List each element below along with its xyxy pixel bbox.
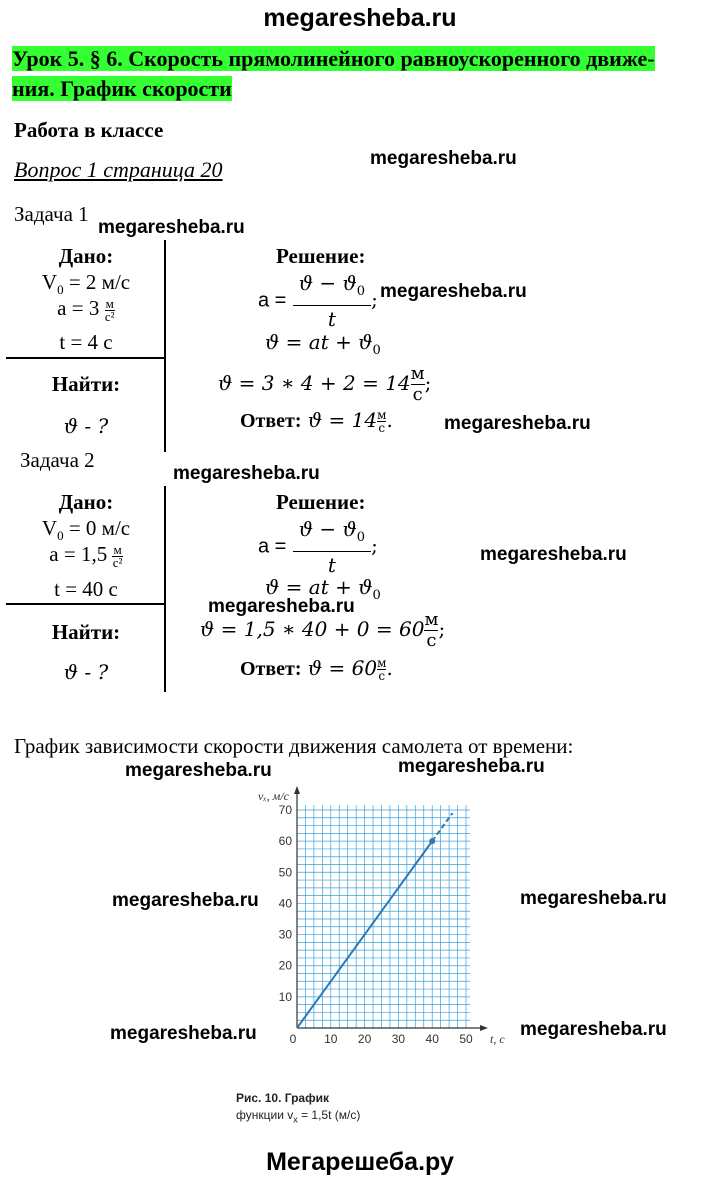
section-heading: Работа в классе [14,118,164,142]
task1-given-a: a = 3 $\frac{м}{\text{с²}}$ [57,295,115,324]
task1-given-label: Дано: [58,244,114,268]
data-point [429,838,435,844]
watermark: megaresheba.ru [125,760,272,781]
task2-answer: Ответ: ϑ = 60 $\frac{м}{с}$. [240,656,393,683]
watermark: megaresheba.ru [380,281,527,302]
watermark: megaresheba.ru [98,217,245,238]
x-tick-label: 40 [425,1032,439,1046]
lesson-title [12,44,702,104]
figure-caption-line-1: Рис. 10. График [236,1091,329,1105]
watermark: megaresheba.ru [370,148,517,169]
task1-title: Задача 1 [14,202,89,226]
task2-solution-label: Решение: [276,490,366,514]
task2-find-value: ϑ - ? [63,660,109,684]
watermark: megaresheba.ru [110,1023,257,1044]
task2-given-t: t = 40 с [54,577,118,601]
watermark: megaresheba.ru [520,1019,667,1040]
task2-divider-horizontal [6,603,166,605]
x-axis-label: t, с [490,1032,505,1046]
task1-given-v0: $V_0 = 2$ м/с [41,270,131,298]
task1-find-value: ϑ - ? [63,414,109,438]
task1-find-label: Найти: [51,372,121,396]
task1-divider-horizontal [6,357,166,359]
task2-given-v0: $V_0 = 0$ м/с [41,516,131,544]
figure-caption [236,1090,360,1128]
task2-given-label: Дано: [58,490,114,514]
task2-title: Задача 2 [20,448,95,472]
y-tick-label: 70 [278,803,292,817]
task2-calculation: ϑ = 1,5 ∗ 40 + 0 = 60 $\frac{м}{с}$; [200,609,446,651]
task1-answer: Ответ: ϑ = 14 $\frac{м}{с}$. [240,408,393,435]
task2-given-a: a = 1,5 $\frac{м}{\text{с²}}$ [49,541,123,570]
watermark: megaresheba.ru [398,756,545,777]
x-tick-label: 20 [357,1032,372,1046]
watermark: megaresheba.ru [444,413,591,434]
x-tick-label: 0 [289,1032,297,1046]
task1-formula-a: a = $\frac{ϑ - ϑ_0}{t}$ ; [258,271,378,331]
unit-fraction: $\frac{м}{\text{с²}}$ [112,541,123,570]
y-tick-label: 10 [278,989,292,1004]
footer-site-name[interactable]: Мегарешеба.ру [266,1148,454,1176]
x-tick-label: 10 [324,1032,338,1046]
lesson-title-line-1: Урок 5. § 6. Скорость прямолинейного равноускоренного движе- [12,46,655,71]
task2-find-label: Найти: [51,620,121,644]
lesson-title-line-2: ния. График скорости [12,76,232,101]
y-axis-arrow [294,786,300,794]
y-tick-label: 60 [278,834,292,849]
watermark: megaresheba.ru [480,544,627,565]
graph-caption: График зависимости скорости движения самолета от времени: [14,734,574,758]
question-heading: Вопрос 1 страница 20 [14,157,223,182]
y-tick-label: 30 [278,927,292,942]
unit-fraction: $\frac{м}{\text{с²}}$ [104,295,115,324]
task1-solution-label: Решение: [276,244,366,268]
watermark: megaresheba.ru [112,890,259,911]
task1-given-t: t = 4 с [59,330,113,354]
task2-formula-a: a = $\frac{ϑ - ϑ_0}{t}$ ; [258,517,378,577]
y-tick-label: 40 [278,896,292,911]
task1-calculation: ϑ = 3 ∗ 4 + 2 = 14 $\frac{м}{с}$; [218,363,432,405]
task1-formula-v: ϑ = at + $ϑ_0$ [265,330,381,358]
x-axis-arrow [480,1025,488,1031]
watermark: megaresheba.ru [520,888,667,909]
y-axis-label: vₓ, м/с [257,789,289,803]
watermark: megaresheba.ru [173,463,320,484]
task2-formula-v: ϑ = at + $ϑ_0$ [265,575,381,603]
y-tick-label: 50 [278,865,292,880]
y-tick-label: 20 [278,958,292,973]
figure-caption-line-2: функции $v_x = 1,5t$ (м/с) [236,1108,361,1125]
x-tick-label: 50 [459,1032,473,1046]
site-header[interactable]: megaresheba.ru [263,4,457,32]
watermark: megaresheba.ru [208,596,355,617]
x-tick-label: 30 [391,1032,406,1046]
